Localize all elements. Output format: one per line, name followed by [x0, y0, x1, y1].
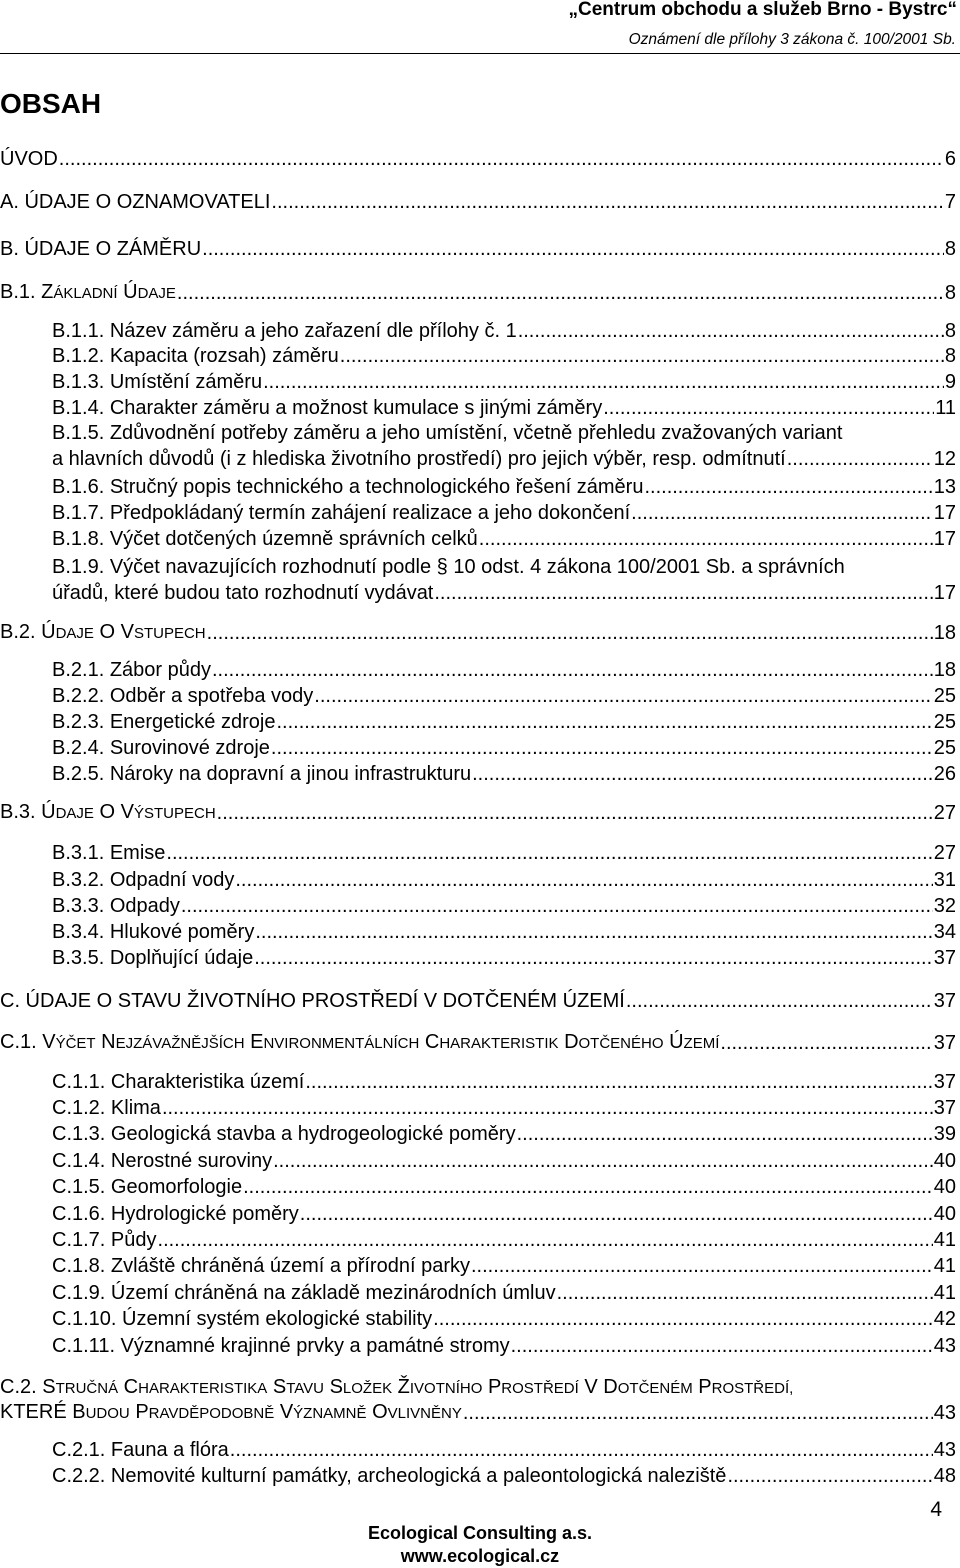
toc-page-number: 18	[933, 622, 956, 644]
toc-entry[interactable]	[52, 893, 956, 920]
toc-page-number: 37	[933, 990, 956, 1012]
toc-entry[interactable]	[0, 1400, 956, 1427]
toc-leader-dots	[230, 1437, 933, 1464]
toc-entry-label: C.1.1. Charakteristika území	[52, 1071, 305, 1093]
toc-page-number: 6	[944, 148, 956, 170]
toc-leader-dots	[263, 369, 944, 396]
toc-leader-dots	[300, 1201, 933, 1228]
toc-leader-dots	[433, 1306, 933, 1333]
toc-leader-dots	[626, 988, 933, 1015]
toc-entry[interactable]	[52, 1437, 956, 1464]
toc-entry-label: B.1.1. Název záměru a jeho zařazení dle přílohy č. 1	[52, 320, 517, 342]
toc-page-number: 11	[935, 397, 956, 419]
toc-entry-label: B.3.4. Hlukové poměry	[52, 921, 255, 943]
toc-entry[interactable]	[52, 840, 956, 867]
toc-leader-dots	[557, 1280, 933, 1307]
toc-leader-dots	[271, 735, 933, 762]
toc-page-number: 41	[933, 1229, 956, 1251]
toc-entry-label: C.1.4. Nerostné suroviny	[52, 1150, 273, 1172]
toc-page-number: 8	[944, 238, 956, 260]
toc-entry[interactable]	[52, 1227, 956, 1254]
toc-page-number: 40	[933, 1150, 956, 1172]
toc-leader-dots	[255, 919, 932, 946]
toc-entry-label: B.3.3. Odpady	[52, 895, 180, 917]
toc-leader-dots	[202, 236, 944, 263]
toc-page-number: 17	[933, 502, 956, 524]
toc-entry-label: B.2.5. Nároky na dopravní a jinou infrastrukturu	[52, 763, 472, 785]
toc-entry[interactable]	[52, 683, 956, 710]
toc-leader-dots	[472, 761, 933, 788]
toc-entry-label: C.1.8. Zvláště chráněná území a přírodní parky	[52, 1255, 470, 1277]
toc-entry[interactable]	[52, 1253, 956, 1280]
toc-leader-dots	[305, 1069, 932, 1096]
toc-entry-line1[interactable]: C.2. STRUČNÁ CHARAKTERISTIKA STAVU SLOŽEK ŽIVOTNÍHO PROSTŘEDÍ V DOTČENÉM PROSTŘEDÍ,	[0, 1376, 794, 1398]
toc-page-number: 25	[933, 737, 956, 759]
toc-entry[interactable]	[52, 1148, 956, 1175]
toc-leader-dots	[463, 1400, 933, 1427]
toc-page-number: 9	[944, 371, 956, 393]
toc-leader-dots	[727, 1463, 932, 1490]
toc-leader-dots	[243, 1174, 933, 1201]
toc-leader-dots	[720, 1030, 932, 1057]
toc-page-number: 37	[933, 1097, 956, 1119]
toc-entry-label: C.1.5. Geomorfologie	[52, 1176, 243, 1198]
toc-leader-dots	[177, 280, 944, 307]
toc-entry[interactable]	[0, 800, 956, 827]
toc-entry[interactable]	[52, 1463, 956, 1490]
toc-leader-dots	[235, 867, 932, 894]
toc-leader-dots	[517, 1121, 933, 1148]
toc-entry-label: C.1.2. Klima	[52, 1097, 161, 1119]
toc-entry[interactable]	[52, 1121, 956, 1148]
toc-entry-label: C.1.7. Půdy	[52, 1229, 157, 1251]
toc-leader-dots	[603, 395, 934, 422]
toc-entry-label: B.2.3. Energetické zdroje	[52, 711, 276, 733]
toc-page-number: 43	[933, 1439, 956, 1461]
toc-leader-dots	[181, 893, 933, 920]
toc-page-number: 17	[933, 528, 956, 550]
toc-entry-label: ÚVOD	[0, 148, 58, 170]
toc-leader-dots	[511, 1333, 933, 1360]
toc-leader-dots	[479, 526, 933, 553]
toc-entry[interactable]	[0, 620, 956, 647]
toc-entry-label: C.1.3. Geologická stavba a hydrogeologické poměry	[52, 1123, 516, 1145]
toc-entry[interactable]	[52, 761, 956, 788]
toc-entry[interactable]	[52, 945, 956, 972]
toc-leader-dots	[471, 1253, 933, 1280]
toc-entry[interactable]	[52, 500, 956, 527]
toc-leader-dots	[271, 189, 943, 216]
toc-page-number: 31	[933, 869, 956, 891]
toc-leader-dots	[162, 1095, 933, 1122]
toc-entry-label: B.2.2. Odběr a spotřeba vody	[52, 685, 314, 707]
toc-page-number: 8	[944, 282, 956, 304]
toc-entry[interactable]	[52, 474, 956, 501]
toc-entry[interactable]	[52, 580, 956, 607]
toc-leader-dots	[434, 580, 932, 607]
toc-leader-dots	[314, 683, 932, 710]
document-subtitle: Oznámení dle přílohy 3 zákona č. 100/2001 Sb.	[628, 31, 956, 48]
toc-entry-label: C.1.6. Hydrologické poměry	[52, 1203, 299, 1225]
toc-page-number: 25	[933, 685, 956, 707]
toc-page-number: 27	[933, 842, 956, 864]
toc-page-number: 41	[933, 1282, 956, 1304]
toc-entry-label: B.2.4. Surovinové zdroje	[52, 737, 270, 759]
toc-page-number: 37	[933, 1071, 956, 1093]
toc-entry-label: B.2.1. Zábor půdy	[52, 659, 211, 681]
toc-entry[interactable]	[52, 867, 956, 894]
toc-entry[interactable]	[0, 146, 956, 173]
toc-leader-dots	[166, 840, 932, 867]
toc-entry-label: C.1.10. Územní systém ekologické stability	[52, 1308, 433, 1330]
toc-entry[interactable]	[52, 735, 956, 762]
toc-page-number: 40	[933, 1176, 956, 1198]
toc-entry-label: C.2.2. Nemovité kulturní památky, archeologická a paleontologická naleziště	[52, 1465, 727, 1487]
toc-page-number: 41	[933, 1255, 956, 1277]
toc-entry[interactable]	[52, 919, 956, 946]
toc-page-number: 7	[944, 191, 956, 213]
header-divider	[0, 53, 960, 54]
toc-leader-dots	[273, 1148, 933, 1175]
toc-leader-dots	[212, 657, 933, 684]
toc-leader-dots	[340, 343, 944, 370]
toc-page-number: 32	[933, 895, 956, 917]
toc-entry-label: C.1. VÝČET NEJZÁVAŽNĚJŠÍCH ENVIRONMENTÁLNÍCH CHARAKTERISTIK DOTČENÉHO ÚZEMÍ	[0, 1031, 720, 1053]
toc-leader-dots	[254, 945, 933, 972]
footer-website: www.ecological.cz	[400, 1546, 560, 1566]
toc-heading: OBSAH	[0, 88, 102, 119]
toc-entry-label: B.1. ZÁKLADNÍ ÚDAJE	[0, 281, 176, 303]
toc-entry-label: B.1.6. Stručný popis technického a technologického řešení záměru	[52, 476, 644, 498]
toc-entry[interactable]	[52, 395, 956, 422]
toc-entry-label: B.1.7. Předpokládaný termín zahájení realizace a jeho dokončení	[52, 502, 631, 524]
toc-leader-dots	[207, 620, 933, 647]
toc-entry-label: C.1.9. Území chráněná na základě mezinárodních úmluv	[52, 1282, 556, 1304]
document-title: „Centrum obchodu a služeb Brno - Bystrc“	[568, 0, 957, 20]
toc-entry[interactable]	[0, 1030, 956, 1057]
toc-page-number: 43	[933, 1402, 956, 1424]
toc-page-number: 37	[933, 1032, 956, 1054]
toc-page-number: 8	[944, 345, 956, 367]
toc-entry-line1[interactable]: B.1.9. Výčet navazujících rozhodnutí podle § 10 odst. 4 zákona 100/2001 Sb. a správních	[52, 556, 845, 578]
toc-entry[interactable]	[52, 1174, 956, 1201]
toc-leader-dots	[631, 500, 933, 527]
toc-entry[interactable]	[52, 446, 956, 473]
toc-entry-label: B.3.5. Doplňující údaje	[52, 947, 254, 969]
toc-leader-dots	[518, 318, 944, 345]
toc-entry-label: C.1.11. Významné krajinné prvky a památné stromy	[52, 1335, 510, 1357]
toc-page-number: 48	[933, 1465, 956, 1487]
toc-leader-dots	[644, 474, 932, 501]
toc-entry[interactable]	[52, 369, 956, 396]
toc-entry[interactable]	[52, 1201, 956, 1228]
toc-leader-dots	[158, 1227, 933, 1254]
toc-page-number: 26	[933, 763, 956, 785]
toc-entry-label: B.1.4. Charakter záměru a možnost kumulace s jinými záměry	[52, 397, 603, 419]
toc-entry-label: C. ÚDAJE O STAVU ŽIVOTNÍHO PROSTŘEDÍ V DOTČENÉM ÚZEMÍ	[0, 990, 625, 1012]
toc-entry[interactable]	[52, 1095, 956, 1122]
toc-entry[interactable]	[0, 189, 956, 216]
toc-page-number: 39	[933, 1123, 956, 1145]
toc-page-number: 17	[933, 582, 956, 604]
toc-entry[interactable]	[52, 657, 956, 684]
toc-entry-label: KTERÉ BUDOU PRAVDĚPODOBNĚ VÝZNAMNĚ OVLIVNĚNY	[0, 1401, 462, 1423]
toc-page-number: 42	[933, 1308, 956, 1330]
toc-entry-label: B.3.2. Odpadní vody	[52, 869, 235, 891]
toc-page-number: 13	[933, 476, 956, 498]
toc-entry-label: a hlavních důvodů (i z hlediska životního prostředí) pro jejich výběr, resp. odmítnutí	[52, 448, 786, 470]
toc-entry[interactable]	[52, 1280, 956, 1307]
toc-leader-dots	[276, 709, 932, 736]
toc-entry-label: B.3. ÚDAJE O VÝSTUPECH	[0, 801, 216, 823]
toc-page-number: 37	[933, 947, 956, 969]
toc-page-number: 12	[933, 448, 956, 470]
toc-entry-label: B.1.2. Kapacita (rozsah) záměru	[52, 345, 339, 367]
toc-entry[interactable]	[52, 1306, 956, 1333]
toc-leader-dots	[217, 800, 933, 827]
toc-page-number: 8	[944, 320, 956, 342]
toc-entry-label: B.2. ÚDAJE O VSTUPECH	[0, 621, 206, 643]
toc-entry[interactable]	[52, 343, 956, 370]
toc-entry[interactable]	[0, 280, 956, 307]
toc-entry-label: úřadů, které budou tato rozhodnutí vydávat	[52, 582, 434, 604]
toc-entry-label: B.1.3. Umístění záměru	[52, 371, 263, 393]
toc-entry[interactable]	[52, 1069, 956, 1096]
toc-entry-label: B.3.1. Emise	[52, 842, 166, 864]
toc-entry[interactable]	[52, 526, 956, 553]
toc-entry[interactable]	[52, 318, 956, 345]
toc-entry-label: A. ÚDAJE O OZNAMOVATELI	[0, 191, 271, 213]
toc-page-number: 18	[933, 659, 956, 681]
toc-entry-label: B.1.8. Výčet dotčených územně správních celků	[52, 528, 478, 550]
toc-entry[interactable]	[0, 236, 956, 263]
toc-entry-label: B. ÚDAJE O ZÁMĚRU	[0, 238, 202, 260]
toc-entry[interactable]	[52, 1333, 956, 1360]
toc-entry-label: C.2.1. Fauna a flóra	[52, 1439, 229, 1461]
page-number: 4	[930, 1498, 942, 1521]
toc-page-number: 34	[933, 921, 956, 943]
toc-leader-dots	[59, 146, 944, 173]
toc-entry[interactable]	[52, 709, 956, 736]
toc-page-number: 25	[933, 711, 956, 733]
toc-page-number: 43	[933, 1335, 956, 1357]
toc-leader-dots	[787, 446, 933, 473]
toc-entry-line1[interactable]: B.1.5. Zdůvodnění potřeby záměru a jeho umístění, včetně přehledu zvažovaných variant	[52, 422, 843, 444]
toc-page-number: 40	[933, 1203, 956, 1225]
toc-entry[interactable]	[0, 988, 956, 1015]
footer-company: Ecological Consulting a.s.	[367, 1523, 593, 1543]
toc-page-number: 27	[933, 802, 956, 824]
